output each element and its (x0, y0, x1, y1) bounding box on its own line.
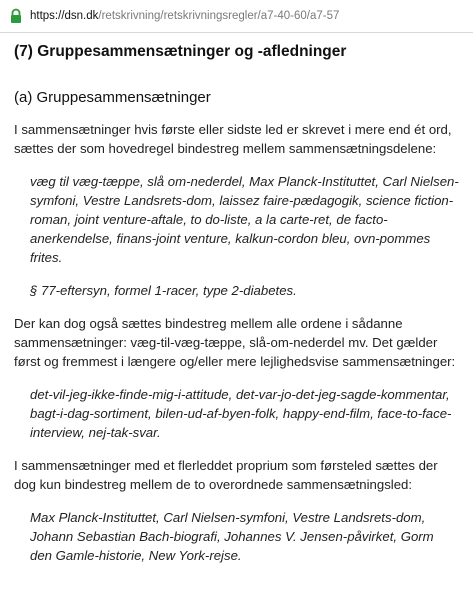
example-text: væg til væg-tæppe, slå om-nederdel, Max Planck-Instituttet, Carl Nielsen-symfoni, Vestre Landsrets-dom, laissez faire-pædagogik, science fiction-roman, joint venture-aftale, to do-liste, a la carte-ret, de facto-anerkendelse, finans-joint venture, kalkun-cordon bleu, ovn-pommes frites. (30, 174, 459, 265)
address-bar[interactable] (0, 0, 473, 33)
example-text: det-vil-jeg-ikke-finde-mig-i-attitude, det-var-jo-det-jeg-sagde-kommentar, bagt-i-dag-sortiment, bilen-ud-af-byen-folk, happy-end-film, face-to-face-interview, nej-tak-svar. (30, 387, 452, 440)
example-block (14, 385, 459, 442)
lock-icon (8, 8, 24, 24)
page-title: (7) Gruppesammensætninger og -afledninger (14, 43, 347, 60)
example-block (14, 508, 459, 565)
example-block (14, 172, 459, 267)
article (0, 33, 473, 565)
example-text: Max Planck-Instituttet, Carl Nielsen-symfoni, Vestre Landsrets-dom, Johann Sebastian Bach-biografi, Johannes V. Jensen-påvirket, Gorm den Gamle-historie, New York-rejse. (30, 510, 434, 563)
section-heading: (a) Gruppesammensætninger (14, 89, 211, 106)
paragraph-proprium: I sammensætninger med et flerleddet proprium som førsteled sættes der dog kun bindestreg mellem de to overordnede sammensætningsled: (14, 458, 438, 492)
url-path: /retskrivning/retskrivningsregler/a7-40-60/a7-57 (98, 10, 340, 22)
example-block (14, 281, 459, 300)
example-text: § 77-eftersyn, formel 1-racer, type 2-diabetes. (30, 283, 297, 298)
paragraph-intro: I sammensætninger hvis første eller sidste led er skrevet i mere end ét ord, sættes der som hovedregel bindestreg mellem sammensætningsdelene: (14, 122, 452, 156)
url-host: https://dsn.dk (30, 10, 99, 22)
paragraph-alternative: Der kan dog også sættes bindestreg mellem alle ordene i sådanne sammensætninger: væg-til-væg-tæppe, slå-om-nederdel mv. Det gælder først og fremmest i længere og/eller mere lejlighedsvise sammensætninger: (14, 316, 456, 369)
